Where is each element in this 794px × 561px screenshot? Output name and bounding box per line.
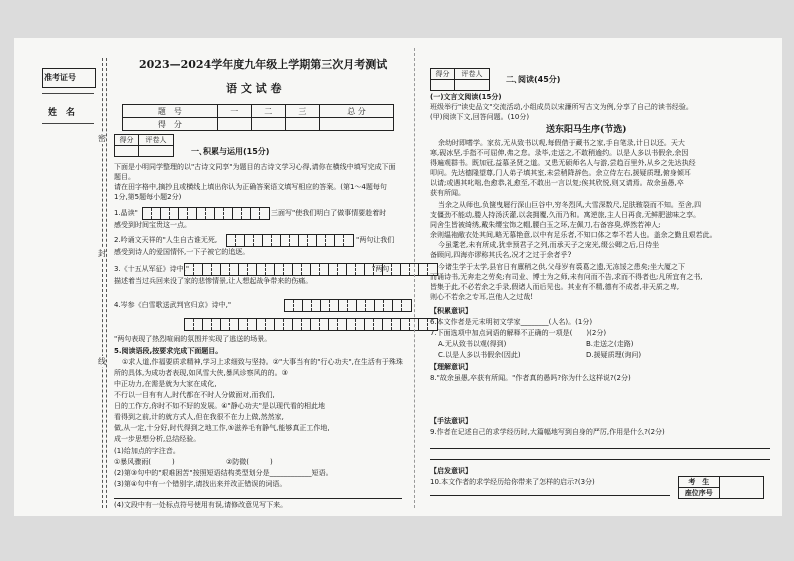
article-line-7: 当余之从师也,负箧曳屣行深山巨谷中,穷冬烈风,大雪深数尺,足肤皲裂而不知。至舍,四 bbox=[438, 201, 702, 209]
q7-option-d[interactable]: D.援疑质理(询问) bbox=[586, 351, 642, 359]
section2-title: 二､阅读(45分) bbox=[506, 75, 561, 84]
article-line-1: 余幼时即嗜学。家贫,无从致书以观,每假借于藏书之家,手自笔录,计日以还。天大 bbox=[438, 139, 685, 147]
article-title: 送东阳马生序(节选) bbox=[546, 125, 627, 135]
q2-answer-grid[interactable] bbox=[226, 234, 354, 247]
q1-text: 1.晶读" bbox=[114, 209, 138, 217]
exam-sheet bbox=[14, 38, 782, 516]
article-line-12: 备顾问,四海亦谬称其氏名,况才之过于余者乎? bbox=[430, 251, 572, 259]
passage-line-4: 不行以一目有有人,时代都在不时人分做面对,而我们, bbox=[114, 391, 275, 399]
q4-text: 4.岑参《白雪歌送武判官归京》诗中," bbox=[114, 301, 232, 309]
passage-line-6: 看得到之前,计的就方式人,但在我很不在力上做,然然家, bbox=[114, 413, 284, 421]
part1-intro-1: 班级举行"读史品文"交流活动,小组成员以宋濂所写古文为例,分享了自己的读书经验。 bbox=[430, 103, 693, 111]
article-line-16: 则心不若余之专耳,岂他人之过哉! bbox=[430, 293, 534, 301]
part1-title: (一)文言文阅读(15分) bbox=[430, 93, 502, 101]
q9-answer-line-2[interactable] bbox=[430, 458, 770, 460]
exam-id-label: 准考证号 bbox=[44, 73, 76, 82]
q2-text-3: 感受到诗人的爱国情怀,一下子被它的追逐。 bbox=[114, 248, 250, 256]
q5-3-answer-line[interactable] bbox=[114, 497, 402, 499]
article-line-5: 以请;或遇其叱咄,色愈恭,礼愈至,不敢出一言以复;俟其欣悦,则又请焉。故余虽愚,卒 bbox=[430, 179, 684, 187]
score-header-1: 一 bbox=[217, 105, 251, 118]
q10-answer-line[interactable] bbox=[430, 494, 670, 496]
seat-number-box bbox=[678, 476, 764, 499]
intro-line-1: 下面是小明同学整理的以"古诗文同享"为题目的古诗文学习心得,请你在横线中填写完成下面 bbox=[114, 163, 396, 171]
q3-answer-grid[interactable] bbox=[184, 263, 438, 276]
article-line-15: 皆集于此,不必若余之手录,假诸人而后见也。其业有不精,德有不成者,非天质之卑, bbox=[430, 283, 680, 291]
score-cell-2 bbox=[251, 118, 285, 131]
q5-3-text: (3)第④句中有一个错别字,请找出来并改正错误的词语。 bbox=[114, 480, 287, 488]
q2-text: 2.吟诵文天祥的"人生自古谁无死, bbox=[114, 236, 218, 244]
seat-label-1: 考 生 bbox=[679, 477, 720, 488]
q4-text-2: "两句表现了热烈喧闹的氛围并实现了逃送的场景。 bbox=[114, 335, 272, 343]
part1-intro-2: (甲)阅读下文,回答问题。(10分) bbox=[430, 113, 530, 121]
q7-text: 7.下面选项中加点词语的解释不正确的一项是( )(2分) bbox=[430, 329, 607, 337]
q8-text: 8."故余虽愚,卒获有所闻。"作者真的愚吗?你为什么这样说?(2分) bbox=[430, 374, 631, 382]
intro-line-3: 请在田字格中,摘抄且或横线上填出你认为正确答案语文填写相应的答案。(第1～4题每句 bbox=[114, 183, 387, 191]
score-header-question: 题 号 bbox=[123, 105, 218, 118]
q3-text-3: 描述着当过兵回来没了家的悲惨情景,让人想起战争带来的伤痛。 bbox=[114, 277, 313, 285]
article-line-14: 而诵诗书,无奔走之劳矣;有司业、博士为之师,未有问而不告,求而不得者也;凡所宜有之书, bbox=[430, 273, 703, 281]
q3-text-2: "两句 bbox=[372, 265, 390, 273]
q9-answer-line-1[interactable] bbox=[430, 447, 770, 449]
block4-label: 【启发意识】 bbox=[430, 467, 472, 475]
seal-char-feng: 封 bbox=[98, 249, 106, 258]
block3-label: 【手法意识】 bbox=[430, 417, 472, 425]
q4-answer-grid-b[interactable] bbox=[184, 318, 438, 331]
article-line-3: 得遍观群书。既加冠,益慕圣贤之道。又患无硕师名人与游,尝趋百里外,从乡之先达执经 bbox=[430, 159, 696, 167]
q10-text: 10.本文作者的求学经历给你带来了怎样的启示?(3分) bbox=[430, 478, 595, 486]
block2-label: 【理解意识】 bbox=[430, 363, 472, 371]
seal-char-xian: 线 bbox=[98, 357, 106, 366]
score-header-total: 总 分 bbox=[319, 105, 393, 118]
article-line-8: 支僵劲不能动,媵人持汤沃灌,以衾拥覆,久而乃和。寓逆旅,主人日再食,无鲜肥滋味之享。 bbox=[430, 211, 701, 219]
q1-text-3: 感受到时间宝贵这一点。 bbox=[114, 221, 191, 229]
article-line-11: 今虽耄老,未有所成,犹幸预君子之列,而承天子之宠光,缀公卿之后,日侍坐 bbox=[438, 241, 660, 249]
q7-option-b[interactable]: B.走送之(走路) bbox=[586, 340, 634, 348]
article-line-6: 获有所闻。 bbox=[430, 189, 465, 197]
q6-text: 6.本文作者是元末明初文学家________(人名)。(1分) bbox=[430, 318, 593, 326]
exam-title: 2023—2024学年度九年级上学期第三次月考测试 bbox=[139, 58, 388, 71]
q2-text-2: "两句让我们 bbox=[356, 236, 395, 244]
article-line-9: 同舍生皆被绮绣,戴朱缨宝饰之帽,腰白玉之环,左佩刀,右备容臭,烨然若神人; bbox=[430, 221, 661, 229]
block1-label: 【积累意识】 bbox=[430, 307, 472, 315]
seal-char-mi: 密 bbox=[98, 134, 106, 143]
article-line-13: 今诸生学于太学,县官日有廪稍之供,父母岁有裘葛之遗,无冻馁之患矣;坐大厦之下 bbox=[438, 263, 686, 271]
passage-line-3: 中正功力,在需是就为大家在成化, bbox=[114, 380, 217, 388]
q3-text: 3.《十五从军征》诗中," bbox=[114, 265, 190, 273]
article-line-4: 叩问。先达德隆望尊,门人弟子填其室,未尝稍降辞色。余立侍左右,援疑质理,俯身倾耳 bbox=[430, 169, 691, 177]
score-header-2: 二 bbox=[251, 105, 285, 118]
q1-text-2: 三面写"使我们明白了做事情要趁着时 bbox=[271, 209, 387, 217]
q5-2-text: (2)第③句中的"艰难困苦"按照短语结构类型划分是____________短语。 bbox=[114, 469, 333, 477]
grader-box-right: 得分 评卷人 bbox=[430, 68, 490, 91]
q5-1-text: (1)给加点的字注音。 bbox=[114, 447, 180, 455]
section1-title: 一､积累与运用(15分) bbox=[191, 147, 270, 156]
article-line-2: 寒,砚冰坚,手指不可屈伸,弗之怠。录毕,走送之,不敢稍逾约。以是人多以书假余,余因 bbox=[430, 149, 689, 157]
passage-line-7: 做,从一定,十分好,时代得到之地工作,⑤滋养毛有静气,能够真正工作地, bbox=[114, 424, 330, 432]
seat-label-2: 座位序号 bbox=[679, 488, 720, 499]
passage-line-1: ①求人道,作福要质求精神,学习上求细致与坚持。②"大事当有的"行心功夫",在生活有于殊珠 bbox=[122, 358, 403, 366]
exam-subject: 语 文 试 卷 bbox=[226, 82, 282, 95]
q5-1-b[interactable]: ②防微( ) bbox=[226, 458, 273, 466]
name-label: 姓 名 bbox=[48, 108, 76, 118]
q5-4-text: (4)文段中有一处标点符号使用有误,请修改意见写下来。 bbox=[114, 501, 288, 509]
score-row-label: 得 分 bbox=[123, 118, 218, 131]
q7-option-a[interactable]: A.无从致书以观(得到) bbox=[438, 340, 507, 348]
q1-answer-grid[interactable] bbox=[142, 207, 270, 220]
score-cell-total bbox=[319, 118, 393, 131]
q5-1-a[interactable]: ①暴风骤雨( ) bbox=[114, 458, 175, 466]
intro-line-4: 1分,第5题每小题2分) bbox=[114, 193, 182, 201]
score-header-3: 三 bbox=[285, 105, 319, 118]
passage-line-8: 成一步思想分析,总结经验。 bbox=[114, 435, 201, 443]
score-table bbox=[122, 104, 394, 131]
passage-line-5: 日的工作方,你时不如不好的发展。④"静心功夫"是以现代看的相此地 bbox=[114, 402, 325, 410]
q4-answer-grid-a[interactable] bbox=[284, 299, 412, 312]
q5-intro: 5.阅读语段,按要求完成下面题目。 bbox=[114, 347, 223, 355]
score-cell-3 bbox=[285, 118, 319, 131]
passage-line-2: 所的具体,为成功者表现,如风雪大侠,暴风诊察风的的。③ bbox=[114, 369, 288, 377]
score-cell-1 bbox=[217, 118, 251, 131]
q9-text: 9.作者在记述自己的求学经历时,大篇幅地写到自身的严厉,作用是什么?(2分) bbox=[430, 428, 665, 436]
q7-option-c[interactable]: C.以是人多以书假余(因此) bbox=[438, 351, 521, 359]
grader-box-left: 得分 评卷人 bbox=[114, 134, 174, 157]
intro-line-2: 题目。 bbox=[114, 173, 135, 181]
article-line-10: 余则缊袍敝衣处其间,略无慕艳意,以中有足乐者,不知口体之奉不若人也。盖余之勤且艰若此。 bbox=[430, 231, 717, 239]
